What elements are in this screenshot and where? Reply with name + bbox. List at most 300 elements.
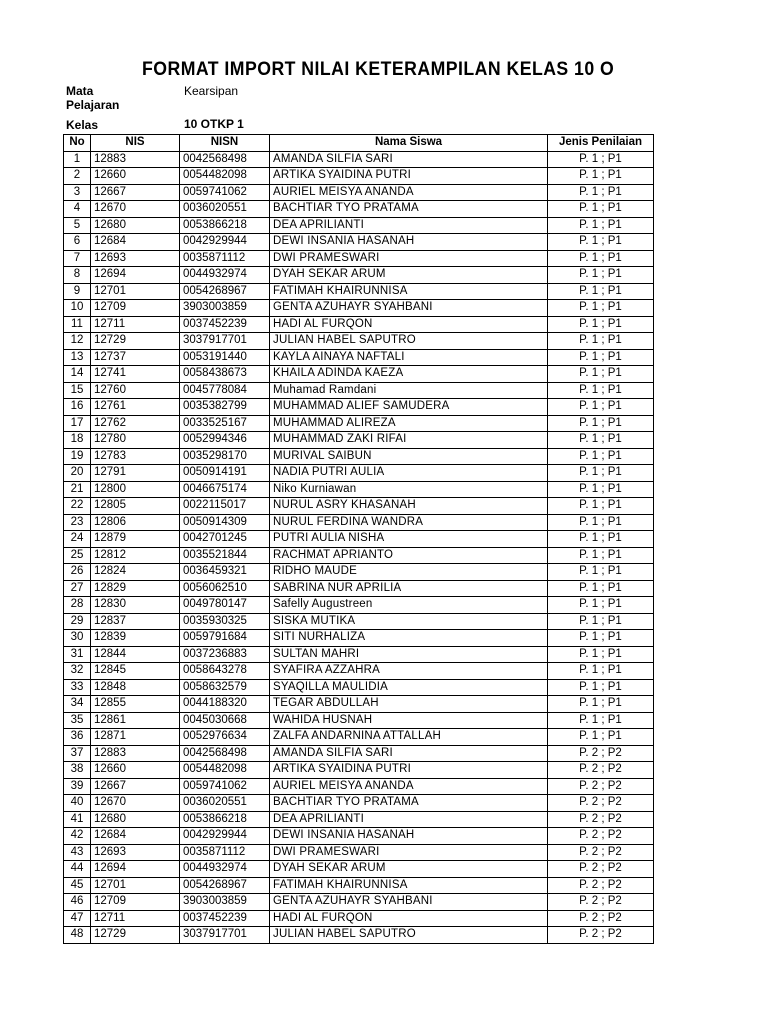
table-row <box>64 877 654 894</box>
cell-nisn[interactable]: 0036020551 <box>180 795 270 812</box>
cell-nisn[interactable]: 0058438673 <box>180 366 270 383</box>
cell-nama-siswa[interactable]: Muhamad Ramdani <box>270 382 548 399</box>
cell-no[interactable]: 37 <box>64 745 91 762</box>
cell-nama-siswa[interactable]: KAYLA AINAYA NAFTALI <box>270 349 548 366</box>
cell-jenis-penilaian[interactable]: P. 2 ; P2 <box>548 762 654 779</box>
cell-no[interactable]: 22 <box>64 498 91 515</box>
cell-nama-siswa[interactable]: GENTA AZUHAYR SYAHBANI <box>270 300 548 317</box>
cell-nama-siswa[interactable]: AMANDA SILFIA SARI <box>270 151 548 168</box>
cell-nama-siswa[interactable]: SYAFIRA AZZAHRA <box>270 663 548 680</box>
cell-nis[interactable]: 12883 <box>91 151 180 168</box>
cell-nis[interactable]: 12760 <box>91 382 180 399</box>
cell-nis[interactable]: 12762 <box>91 415 180 432</box>
cell-nis[interactable]: 12845 <box>91 663 180 680</box>
table-row <box>64 663 654 680</box>
cell-nisn[interactable]: 0035930325 <box>180 613 270 630</box>
cell-nis[interactable]: 12709 <box>91 300 180 317</box>
mapel-label: Mata Pelajaran <box>66 84 120 112</box>
cell-nama-siswa[interactable]: AMANDA SILFIA SARI <box>270 745 548 762</box>
cell-nama-siswa[interactable]: BACHTIAR TYO PRATAMA <box>270 201 548 218</box>
table-row <box>64 597 654 614</box>
cell-nis[interactable]: 12701 <box>91 877 180 894</box>
cell-jenis-penilaian[interactable]: P. 1 ; P1 <box>548 316 654 333</box>
cell-no[interactable]: 19 <box>64 448 91 465</box>
table-row <box>64 828 654 845</box>
cell-no[interactable]: 25 <box>64 547 91 564</box>
cell-jenis-penilaian[interactable]: P. 2 ; P2 <box>548 828 654 845</box>
cell-jenis-penilaian[interactable]: P. 1 ; P1 <box>548 663 654 680</box>
cell-jenis-penilaian[interactable]: P. 1 ; P1 <box>548 481 654 498</box>
table-row <box>64 696 654 713</box>
header-jenis-penilaian[interactable]: Jenis Penilaian <box>548 135 654 152</box>
cell-nisn[interactable]: 0054268967 <box>180 877 270 894</box>
cell-nis[interactable]: 12737 <box>91 349 180 366</box>
cell-nama-siswa[interactable]: MURIVAL SAIBUN <box>270 448 548 465</box>
header-nisn[interactable]: NISN <box>180 135 270 152</box>
cell-no[interactable]: 16 <box>64 399 91 416</box>
cell-nis[interactable]: 12829 <box>91 580 180 597</box>
cell-nis[interactable]: 12670 <box>91 201 180 218</box>
cell-nama-siswa[interactable]: DWI PRAMESWARI <box>270 844 548 861</box>
cell-no[interactable]: 28 <box>64 597 91 614</box>
cell-nisn[interactable]: 0059741062 <box>180 778 270 795</box>
table-row <box>64 795 654 812</box>
table-row <box>64 448 654 465</box>
table-row <box>64 927 654 944</box>
cell-nis[interactable]: 12855 <box>91 696 180 713</box>
cell-nama-siswa[interactable]: GENTA AZUHAYR SYAHBANI <box>270 894 548 911</box>
cell-nis[interactable]: 12667 <box>91 184 180 201</box>
table-row <box>64 168 654 185</box>
table-row <box>64 762 654 779</box>
table-row <box>64 646 654 663</box>
student-table <box>63 134 654 944</box>
cell-jenis-penilaian[interactable]: P. 1 ; P1 <box>548 448 654 465</box>
cell-nama-siswa[interactable]: DEA APRILIANTI <box>270 217 548 234</box>
table-row <box>64 910 654 927</box>
cell-nama-siswa[interactable]: SULTAN MAHRI <box>270 646 548 663</box>
cell-no[interactable]: 42 <box>64 828 91 845</box>
table-row <box>64 184 654 201</box>
cell-nisn[interactable]: 0042568498 <box>180 745 270 762</box>
cell-nisn[interactable]: 0035871112 <box>180 250 270 267</box>
cell-nis[interactable]: 12729 <box>91 333 180 350</box>
cell-jenis-penilaian[interactable]: P. 2 ; P2 <box>548 811 654 828</box>
table-row <box>64 729 654 746</box>
cell-nis[interactable]: 12871 <box>91 729 180 746</box>
cell-nis[interactable]: 12711 <box>91 910 180 927</box>
cell-nis[interactable]: 12800 <box>91 481 180 498</box>
kelas-value: 10 OTKP 1 <box>184 117 244 131</box>
cell-nama-siswa[interactable]: MUHAMMAD ZAKI RIFAI <box>270 432 548 449</box>
table-row <box>64 745 654 762</box>
cell-nis[interactable]: 12848 <box>91 679 180 696</box>
cell-nama-siswa[interactable]: NURUL ASRY KHASANAH <box>270 498 548 515</box>
cell-nis[interactable]: 12761 <box>91 399 180 416</box>
cell-no[interactable]: 13 <box>64 349 91 366</box>
cell-nama-siswa[interactable]: DWI PRAMESWARI <box>270 250 548 267</box>
cell-no[interactable]: 2 <box>64 168 91 185</box>
cell-nama-siswa[interactable]: RACHMAT APRIANTO <box>270 547 548 564</box>
cell-no[interactable]: 43 <box>64 844 91 861</box>
table-row <box>64 547 654 564</box>
cell-no[interactable]: 29 <box>64 613 91 630</box>
cell-nis[interactable]: 12684 <box>91 234 180 251</box>
kelas-label: Kelas <box>66 118 99 132</box>
cell-no[interactable]: 17 <box>64 415 91 432</box>
cell-nisn[interactable]: 0054268967 <box>180 283 270 300</box>
table-row <box>64 465 654 482</box>
cell-nis[interactable]: 12701 <box>91 283 180 300</box>
cell-no[interactable]: 44 <box>64 861 91 878</box>
cell-no[interactable]: 35 <box>64 712 91 729</box>
cell-nisn[interactable]: 3037917701 <box>180 333 270 350</box>
cell-no[interactable]: 23 <box>64 514 91 531</box>
cell-nama-siswa[interactable]: ZALFA ANDARNINA ATTALLAH <box>270 729 548 746</box>
cell-jenis-penilaian[interactable]: P. 1 ; P1 <box>548 366 654 383</box>
table-row <box>64 333 654 350</box>
cell-nama-siswa[interactable]: AURIEL MEISYA ANANDA <box>270 778 548 795</box>
cell-jenis-penilaian[interactable]: P. 1 ; P1 <box>548 349 654 366</box>
cell-jenis-penilaian[interactable]: P. 1 ; P1 <box>548 151 654 168</box>
cell-nisn[interactable]: 0059741062 <box>180 184 270 201</box>
cell-nis[interactable]: 12711 <box>91 316 180 333</box>
cell-no[interactable]: 40 <box>64 795 91 812</box>
cell-no[interactable]: 38 <box>64 762 91 779</box>
cell-nis[interactable]: 12830 <box>91 597 180 614</box>
cell-nis[interactable]: 12660 <box>91 762 180 779</box>
cell-nisn[interactable]: 0036459321 <box>180 564 270 581</box>
cell-no[interactable]: 27 <box>64 580 91 597</box>
cell-jenis-penilaian[interactable]: P. 2 ; P2 <box>548 877 654 894</box>
cell-jenis-penilaian[interactable]: P. 1 ; P1 <box>548 498 654 515</box>
cell-no[interactable]: 24 <box>64 531 91 548</box>
cell-no[interactable]: 3 <box>64 184 91 201</box>
cell-nama-siswa[interactable]: SITI NURHALIZA <box>270 630 548 647</box>
cell-nisn[interactable]: 0050914309 <box>180 514 270 531</box>
cell-nama-siswa[interactable]: ARTIKA SYAIDINA PUTRI <box>270 762 548 779</box>
cell-no[interactable]: 14 <box>64 366 91 383</box>
cell-no[interactable]: 6 <box>64 234 91 251</box>
cell-nisn[interactable]: 0044932974 <box>180 861 270 878</box>
cell-nama-siswa[interactable]: KHAILA ADINDA KAEZA <box>270 366 548 383</box>
cell-nama-siswa[interactable]: Niko Kurniawan <box>270 481 548 498</box>
cell-jenis-penilaian[interactable]: P. 2 ; P2 <box>548 861 654 878</box>
cell-nisn[interactable]: 0044932974 <box>180 267 270 284</box>
cell-nama-siswa[interactable]: AURIEL MEISYA ANANDA <box>270 184 548 201</box>
cell-nis[interactable]: 12729 <box>91 927 180 944</box>
cell-nisn[interactable]: 3037917701 <box>180 927 270 944</box>
cell-nisn[interactable]: 0042701245 <box>180 531 270 548</box>
cell-nis[interactable]: 12694 <box>91 267 180 284</box>
cell-jenis-penilaian[interactable]: P. 1 ; P1 <box>548 580 654 597</box>
cell-nisn[interactable]: 0052994346 <box>180 432 270 449</box>
cell-jenis-penilaian[interactable]: P. 1 ; P1 <box>548 613 654 630</box>
header-nama-siswa[interactable]: Nama Siswa <box>270 135 548 152</box>
cell-nisn[interactable]: 0058632579 <box>180 679 270 696</box>
cell-nama-siswa[interactable]: NURUL FERDINA WANDRA <box>270 514 548 531</box>
cell-jenis-penilaian[interactable]: P. 1 ; P1 <box>548 250 654 267</box>
cell-jenis-penilaian[interactable]: P. 1 ; P1 <box>548 267 654 284</box>
cell-nisn[interactable]: 0022115017 <box>180 498 270 515</box>
cell-nis[interactable]: 12694 <box>91 861 180 878</box>
cell-jenis-penilaian[interactable]: P. 1 ; P1 <box>548 300 654 317</box>
mapel-value: Kearsipan <box>184 84 239 98</box>
table-row <box>64 250 654 267</box>
cell-nama-siswa[interactable]: DEWI INSANIA HASANAH <box>270 828 548 845</box>
cell-jenis-penilaian[interactable]: P. 1 ; P1 <box>548 168 654 185</box>
cell-nis[interactable]: 12883 <box>91 745 180 762</box>
cell-nis[interactable]: 12670 <box>91 795 180 812</box>
cell-no[interactable]: 46 <box>64 894 91 911</box>
cell-nisn[interactable]: 0054482098 <box>180 762 270 779</box>
cell-nama-siswa[interactable]: WAHIDA HUSNAH <box>270 712 548 729</box>
cell-nis[interactable]: 12660 <box>91 168 180 185</box>
cell-nama-siswa[interactable]: DYAH SEKAR ARUM <box>270 267 548 284</box>
header-nis[interactable]: NIS <box>91 135 180 152</box>
cell-nisn[interactable]: 0053866218 <box>180 811 270 828</box>
table-body <box>64 151 654 943</box>
cell-nisn[interactable]: 0037452239 <box>180 316 270 333</box>
table-row <box>64 531 654 548</box>
cell-jenis-penilaian[interactable]: P. 1 ; P1 <box>548 696 654 713</box>
cell-no[interactable]: 8 <box>64 267 91 284</box>
table-row <box>64 283 654 300</box>
table-row <box>64 481 654 498</box>
cell-jenis-penilaian[interactable]: P. 2 ; P2 <box>548 795 654 812</box>
cell-jenis-penilaian[interactable]: P. 1 ; P1 <box>548 630 654 647</box>
table-row <box>64 349 654 366</box>
cell-jenis-penilaian[interactable]: P. 1 ; P1 <box>548 729 654 746</box>
cell-nis[interactable]: 12805 <box>91 498 180 515</box>
cell-no[interactable]: 39 <box>64 778 91 795</box>
table-row <box>64 415 654 432</box>
cell-nisn[interactable]: 0053866218 <box>180 217 270 234</box>
cell-nama-siswa[interactable]: Safelly Augustreen <box>270 597 548 614</box>
cell-jenis-penilaian[interactable]: P. 1 ; P1 <box>548 465 654 482</box>
table-row <box>64 811 654 828</box>
cell-nisn[interactable]: 0050914191 <box>180 465 270 482</box>
cell-no[interactable]: 1 <box>64 151 91 168</box>
cell-nama-siswa[interactable]: NADIA PUTRI AULIA <box>270 465 548 482</box>
cell-jenis-penilaian[interactable]: P. 1 ; P1 <box>548 432 654 449</box>
table-row <box>64 712 654 729</box>
cell-nisn[interactable]: 0042568498 <box>180 151 270 168</box>
cell-jenis-penilaian[interactable]: P. 1 ; P1 <box>548 712 654 729</box>
cell-nis[interactable]: 12861 <box>91 712 180 729</box>
cell-jenis-penilaian[interactable]: P. 1 ; P1 <box>548 646 654 663</box>
cell-jenis-penilaian[interactable]: P. 1 ; P1 <box>548 217 654 234</box>
cell-nama-siswa[interactable]: SYAQILLA MAULIDIA <box>270 679 548 696</box>
cell-no[interactable]: 20 <box>64 465 91 482</box>
cell-jenis-penilaian[interactable]: P. 1 ; P1 <box>548 679 654 696</box>
cell-nama-siswa[interactable]: JULIAN HABEL SAPUTRO <box>270 927 548 944</box>
table-row <box>64 778 654 795</box>
cell-nis[interactable]: 12879 <box>91 531 180 548</box>
table-row <box>64 514 654 531</box>
cell-nis[interactable]: 12684 <box>91 828 180 845</box>
cell-nisn[interactable]: 0053191440 <box>180 349 270 366</box>
cell-nis[interactable]: 12812 <box>91 547 180 564</box>
cell-no[interactable]: 21 <box>64 481 91 498</box>
cell-no[interactable]: 9 <box>64 283 91 300</box>
cell-nama-siswa[interactable]: HADI AL FURQON <box>270 316 548 333</box>
cell-no[interactable]: 12 <box>64 333 91 350</box>
cell-nis[interactable]: 12824 <box>91 564 180 581</box>
cell-jenis-penilaian[interactable]: P. 1 ; P1 <box>548 399 654 416</box>
cell-jenis-penilaian[interactable]: P. 1 ; P1 <box>548 234 654 251</box>
cell-no[interactable]: 4 <box>64 201 91 218</box>
cell-jenis-penilaian[interactable]: P. 2 ; P2 <box>548 927 654 944</box>
cell-nama-siswa[interactable]: JULIAN HABEL SAPUTRO <box>270 333 548 350</box>
cell-no[interactable]: 36 <box>64 729 91 746</box>
cell-no[interactable]: 33 <box>64 679 91 696</box>
table-header-row <box>64 135 654 152</box>
cell-jenis-penilaian[interactable]: P. 1 ; P1 <box>548 184 654 201</box>
cell-nama-siswa[interactable]: FATIMAH KHAIRUNNISA <box>270 877 548 894</box>
cell-nis[interactable]: 12693 <box>91 250 180 267</box>
cell-jenis-penilaian[interactable]: P. 2 ; P2 <box>548 778 654 795</box>
cell-nisn[interactable]: 0035382799 <box>180 399 270 416</box>
cell-no[interactable]: 15 <box>64 382 91 399</box>
cell-no[interactable]: 32 <box>64 663 91 680</box>
cell-nisn[interactable]: 0037452239 <box>180 910 270 927</box>
cell-nama-siswa[interactable]: DYAH SEKAR ARUM <box>270 861 548 878</box>
cell-nisn[interactable]: 0054482098 <box>180 168 270 185</box>
cell-jenis-penilaian[interactable]: P. 1 ; P1 <box>548 415 654 432</box>
cell-nisn[interactable]: 0033525167 <box>180 415 270 432</box>
cell-nama-siswa[interactable]: HADI AL FURQON <box>270 910 548 927</box>
cell-no[interactable]: 26 <box>64 564 91 581</box>
cell-jenis-penilaian[interactable]: P. 1 ; P1 <box>548 564 654 581</box>
cell-nis[interactable]: 12791 <box>91 465 180 482</box>
cell-nisn[interactable]: 0045778084 <box>180 382 270 399</box>
cell-no[interactable]: 34 <box>64 696 91 713</box>
cell-nama-siswa[interactable]: BACHTIAR TYO PRATAMA <box>270 795 548 812</box>
table-row <box>64 861 654 878</box>
cell-nis[interactable]: 12839 <box>91 630 180 647</box>
cell-nisn[interactable]: 0045030668 <box>180 712 270 729</box>
cell-jenis-penilaian[interactable]: P. 1 ; P1 <box>548 382 654 399</box>
header-no[interactable]: No <box>64 135 91 152</box>
cell-nisn[interactable]: 0037236883 <box>180 646 270 663</box>
cell-nis[interactable]: 12693 <box>91 844 180 861</box>
cell-jenis-penilaian[interactable]: P. 2 ; P2 <box>548 745 654 762</box>
cell-nisn[interactable]: 0042929944 <box>180 234 270 251</box>
table-row <box>64 432 654 449</box>
table-row <box>64 894 654 911</box>
cell-no[interactable]: 7 <box>64 250 91 267</box>
table-row <box>64 201 654 218</box>
cell-nisn[interactable]: 0059791684 <box>180 630 270 647</box>
table-row <box>64 399 654 416</box>
cell-nama-siswa[interactable]: DEWI INSANIA HASANAH <box>270 234 548 251</box>
table-row <box>64 630 654 647</box>
cell-nis[interactable]: 12667 <box>91 778 180 795</box>
cell-no[interactable]: 18 <box>64 432 91 449</box>
cell-jenis-penilaian[interactable]: P. 1 ; P1 <box>548 283 654 300</box>
cell-nisn[interactable]: 0052976634 <box>180 729 270 746</box>
cell-jenis-penilaian[interactable]: P. 1 ; P1 <box>548 547 654 564</box>
cell-nis[interactable]: 12709 <box>91 894 180 911</box>
cell-nama-siswa[interactable]: RIDHO MAUDE <box>270 564 548 581</box>
cell-no[interactable]: 10 <box>64 300 91 317</box>
cell-nama-siswa[interactable]: MUHAMMAD ALIEF SAMUDERA <box>270 399 548 416</box>
cell-nisn[interactable]: 0036020551 <box>180 201 270 218</box>
cell-no[interactable]: 30 <box>64 630 91 647</box>
table-row <box>64 234 654 251</box>
cell-nama-siswa[interactable]: SISKA MUTIKA <box>270 613 548 630</box>
table-row <box>64 564 654 581</box>
cell-nis[interactable]: 12741 <box>91 366 180 383</box>
table-row <box>64 679 654 696</box>
cell-nisn[interactable]: 0042929944 <box>180 828 270 845</box>
cell-no[interactable]: 41 <box>64 811 91 828</box>
cell-nisn[interactable]: 0046675174 <box>180 481 270 498</box>
cell-jenis-penilaian[interactable]: P. 1 ; P1 <box>548 201 654 218</box>
cell-jenis-penilaian[interactable]: P. 2 ; P2 <box>548 844 654 861</box>
cell-jenis-penilaian[interactable]: P. 1 ; P1 <box>548 597 654 614</box>
cell-nis[interactable]: 12680 <box>91 811 180 828</box>
cell-no[interactable]: 11 <box>64 316 91 333</box>
cell-nisn[interactable]: 0044188320 <box>180 696 270 713</box>
cell-nis[interactable]: 12783 <box>91 448 180 465</box>
cell-nis[interactable]: 12780 <box>91 432 180 449</box>
cell-nis[interactable]: 12806 <box>91 514 180 531</box>
table-row <box>64 613 654 630</box>
cell-nama-siswa[interactable]: TEGAR ABDULLAH <box>270 696 548 713</box>
cell-nisn[interactable]: 3903003859 <box>180 300 270 317</box>
table-row <box>64 316 654 333</box>
cell-jenis-penilaian[interactable]: P. 2 ; P2 <box>548 894 654 911</box>
sheet-title-text: FORMAT IMPORT NILAI KETERAMPILAN KELAS 10 O <box>142 59 615 80</box>
cell-no[interactable]: 5 <box>64 217 91 234</box>
sheet-title <box>60 54 710 80</box>
cell-nisn[interactable]: 0035871112 <box>180 844 270 861</box>
cell-jenis-penilaian[interactable]: P. 1 ; P1 <box>548 514 654 531</box>
cell-nisn[interactable]: 0035521844 <box>180 547 270 564</box>
table-row <box>64 366 654 383</box>
cell-jenis-penilaian[interactable]: P. 1 ; P1 <box>548 333 654 350</box>
table-row <box>64 382 654 399</box>
cell-no[interactable]: 45 <box>64 877 91 894</box>
cell-nama-siswa[interactable]: DEA APRILIANTI <box>270 811 548 828</box>
cell-nisn[interactable]: 0049780147 <box>180 597 270 614</box>
cell-nisn[interactable]: 0056062510 <box>180 580 270 597</box>
cell-no[interactable]: 31 <box>64 646 91 663</box>
cell-no[interactable]: 47 <box>64 910 91 927</box>
table-row <box>64 498 654 515</box>
cell-nama-siswa[interactable]: PUTRI AULIA NISHA <box>270 531 548 548</box>
cell-nis[interactable]: 12680 <box>91 217 180 234</box>
table-row <box>64 267 654 284</box>
cell-nis[interactable]: 12844 <box>91 646 180 663</box>
cell-nisn[interactable]: 0058643278 <box>180 663 270 680</box>
cell-jenis-penilaian[interactable]: P. 1 ; P1 <box>548 531 654 548</box>
cell-jenis-penilaian[interactable]: P. 2 ; P2 <box>548 910 654 927</box>
table-row <box>64 217 654 234</box>
cell-no[interactable]: 48 <box>64 927 91 944</box>
cell-nisn[interactable]: 0035298170 <box>180 448 270 465</box>
cell-nama-siswa[interactable]: MUHAMMAD ALIREZA <box>270 415 548 432</box>
table-row <box>64 844 654 861</box>
table-row <box>64 580 654 597</box>
cell-nisn[interactable]: 3903003859 <box>180 894 270 911</box>
cell-nama-siswa[interactable]: ARTIKA SYAIDINA PUTRI <box>270 168 548 185</box>
cell-nama-siswa[interactable]: SABRINA NUR APRILIA <box>270 580 548 597</box>
cell-nis[interactable]: 12837 <box>91 613 180 630</box>
cell-nama-siswa[interactable]: FATIMAH KHAIRUNNISA <box>270 283 548 300</box>
